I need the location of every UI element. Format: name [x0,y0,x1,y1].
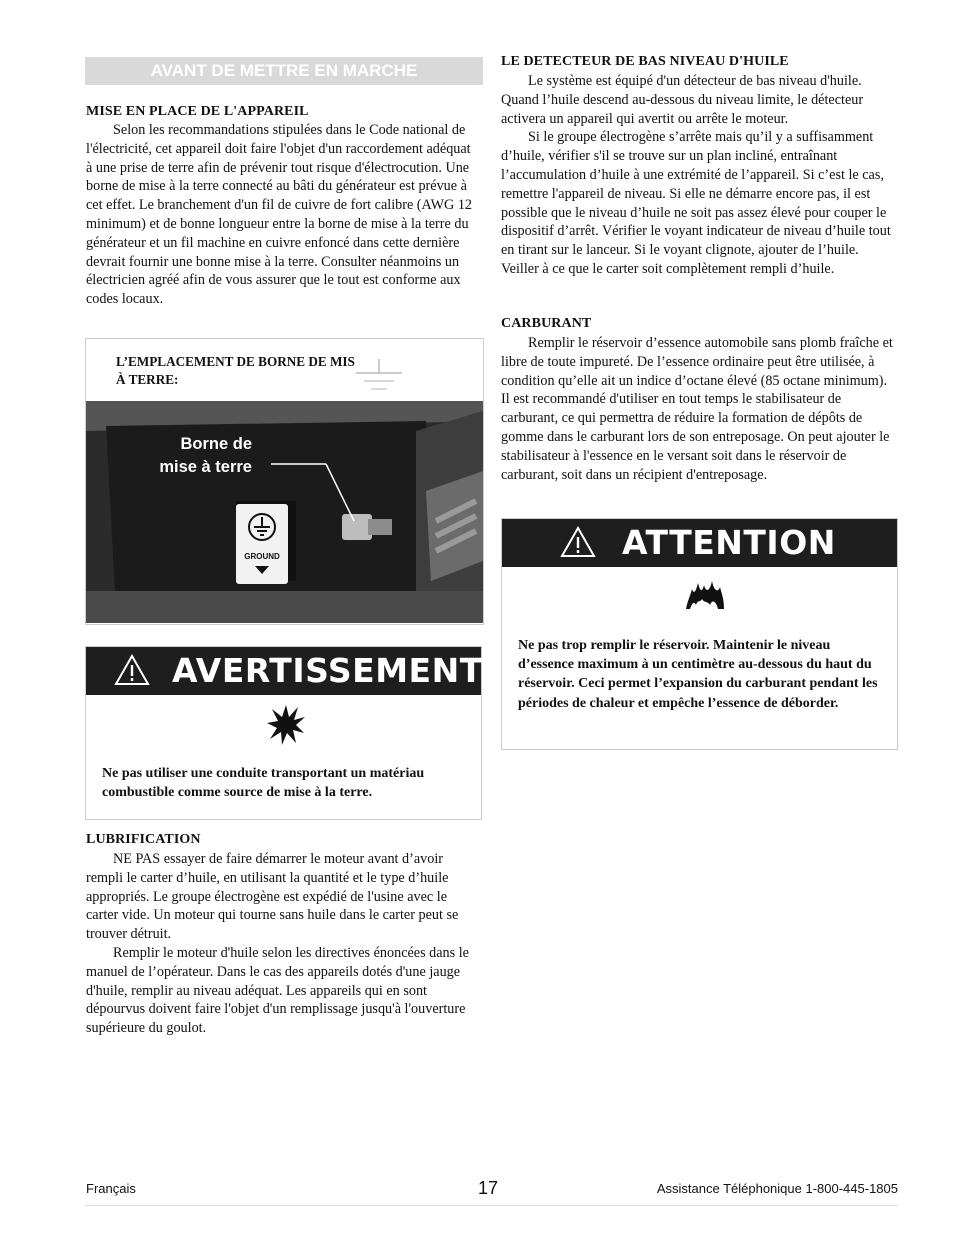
avertissement-title-text: AVERTISSEMENT [172,651,483,690]
avertissement-box [85,646,482,820]
mise-en-place-paragraph: Selon les recommandations stipulées dans le Code national de l'électricité, cet appareil doit faire l'objet d'un raccordement adéquat à une prise de terre afin de prévenir tout risque d'électrocution. Une borne de mise à la terre connecté au bâti du générateur est prévue à cet effet. Le branchement d'un fil de cuivre de fort calibre (AWG 12 minimum) et de bonne longueur entre la borne de mise à la terre du générateur et un fil machine en cuivre enfoncé dans cette dernière devrait fournir une bonne mise à la terre. Consulter néanmoins un électricien agréé afin de vous assurer que le tout est conforme aux codes locaux. [86,122,473,308]
explosion-icon [266,703,306,747]
attention-box [501,518,898,750]
section-title: AVANT DE METTRE EN MARCHE [85,57,483,85]
detecteur-heading: LE DETECTEUR DE BAS NIVEAU D'HUILE [501,54,789,69]
ground-decal-label: GROUND [244,552,280,561]
lubrification-heading: LUBRIFICATION [86,832,201,847]
ground-figure [85,338,484,625]
footer-hotline: Assistance Téléphonique 1-800-445-1805 [656,1181,898,1196]
footer-divider [85,1205,898,1206]
mise-en-place-heading: MISE EN PLACE DE L'APPAREIL [86,104,309,119]
attention-title-text: ATTENTION [622,523,836,562]
photo-callout-label [142,433,252,479]
ground-figure-title: L’EMPLACEMENT DE BORNE DE MIS À TERRE: [116,354,355,387]
ground-symbol-icon [354,359,404,395]
attention-text: Ne pas trop remplir le réservoir. Maintenir le niveau d’essence maximum à un centimètre au-dessous du haut du réservoir. Ceci permet l’expansion du carburant pendant les périodes de chaleur et empêche l’essence de déborder. [518,638,878,711]
detecteur-paragraph-2: Si le groupe électrogène s’arrête mais qu’il y a suffisamment d’huile, vérifier s'il se trouve sur un plan incliné, entraînant l’accumulation d’huile à une extrémité de l’appareil. Si c’est le cas, remettre l'appareil de niveau. Si elle ne démarre encore pas, il est possible que le niveau d’huile ne soit pas assez élevé pour couper le dispositif d’arrêt. Vérifier le voyant indicateur de niveau d’huile tout en tirant sur le lanceur. Si le voyant clignote, ajouter de l’huile. Veiller à ce que le carter soit complètement rempli d’huile. [501,129,891,277]
lubrification-paragraph-1: NE PAS essayer de faire démarrer le moteur avant d’avoir rempli le carter d’huile, en utilisant la quantité et le type d’huile appropriés. Le groupe électrogène est expédié de l'usine avec le carter vide. Un moteur qui tourne sans huile dans le carter peut se trouver détruit. [86,851,459,943]
lubrification-paragraph-2: Remplir le moteur d'huile selon les directives énoncées dans le manuel de l’opérateur. Dans le cas des appareils dotés d'une jauge d'huile, remplir au niveau adéquat. Les appareils qui en sont dépourvus doivent faire l'objet d'un remplissage jusqu'à l'ouverture supérieure du goulot. [86,944,469,1037]
fire-icon [684,579,726,611]
avertissement-header [86,647,481,695]
detecteur-paragraph-1: Le système est équipé d'un détecteur de bas niveau d'huile. Quand l’huile descend au-dessous du niveau limite, le détecteur activera un appareil qui avertit ou arrête le moteur. [501,73,864,127]
attention-header [502,519,897,567]
carburant-paragraph: Remplir le réservoir d’essence automobile sans plomb fraîche et libre de toute impureté. De l’essence ordinaire peut être utilisée, à condition qu’elle ait un indice d’octane élevé (85 octane minimum). Il est recommandé d'utiliser en tout temps le stabilisateur de carburant, ce qui permettra de réduire la formation de dépôts de gomme dans le carburant lors de son entreposage. On peut ajouter le stabilisateur à l'essence en le versant soit dans le réservoir de carburant, soit dans un récipient d'entreposage. [501,335,893,483]
photo-callout-line2: mise à terre [159,458,252,476]
footer-language: Français [86,1181,136,1196]
avertissement-text: Ne pas utiliser une conduite transportant un matériau combustible comme source de mise à la terre. [102,766,425,801]
warning-triangle-icon [114,654,150,686]
carburant-heading: CARBURANT [501,316,592,331]
page-number: 17 [478,1178,499,1198]
warning-triangle-icon [560,526,596,558]
lubrification-text [86,850,482,1038]
carburant-text [501,334,899,484]
ground-terminal-photo [86,401,483,623]
detecteur-text [501,72,899,279]
photo-callout-line1: Borne de [180,435,252,453]
mise-en-place-text [86,121,480,309]
